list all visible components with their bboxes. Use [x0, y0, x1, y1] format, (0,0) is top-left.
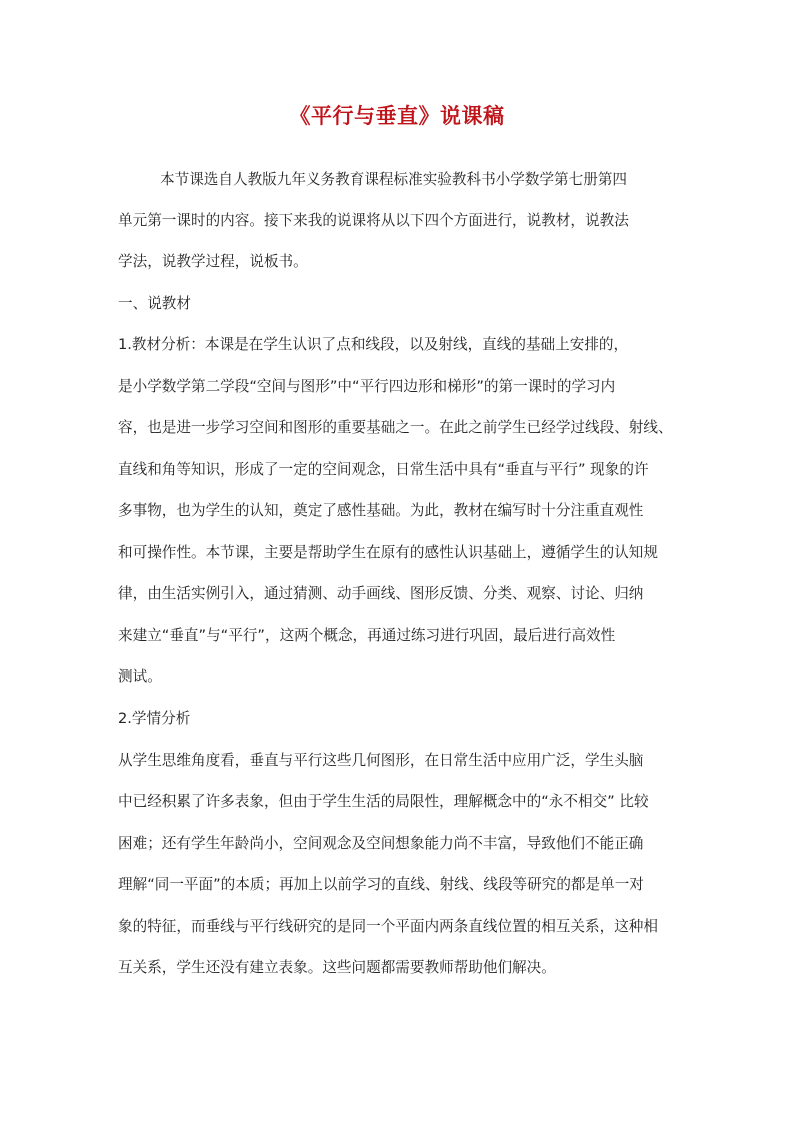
text-line: 互关系，学生还没有建立表象。这些问题都需要教师帮助他们解决。 — [118, 959, 556, 976]
text-line: 是小学数学第二学段“空间与图形”中“平行四边形和梯形”的第一课时的学习内 — [118, 378, 616, 395]
text-line: 测试。 — [118, 668, 162, 685]
text-line: 容，也是进一步学习空间和图形的重要基础之一。在此之前学生已经学过线段、射线、 — [118, 419, 673, 436]
text-line: 从学生思维角度看，垂直与平行这些几何图形，在日常生活中应用广泛，学生头脑 — [118, 752, 644, 769]
text-line: 多事物，也为学生的认知，奠定了感性基础。为此，教材在编写时十分注重直观性 — [118, 502, 644, 519]
text-line: 单元第一课时的内容。接下来我的说课将从以下四个方面进行，说教材，说教法 — [118, 212, 629, 229]
text-line: 和可操作性。本节课，主要是帮助学生在原有的感性认识基础上，遵循学生的认知规 — [118, 544, 658, 561]
document-title: 《平行与垂直》说课稿 — [289, 103, 505, 128]
section-heading: 2.学情分析 — [118, 710, 191, 727]
text-line: 直线和角等知识，形成了一定的空间观念，日常生活中具有“垂直与平行” 现象的许 — [118, 461, 649, 478]
text-line: 律，由生活实例引入，通过猜测、动手画线、图形反馈、分类、观察、讨论、归纳 — [118, 585, 644, 602]
text-line: 来建立“垂直”与“平行”，这两个概念，再通过练习进行巩固，最后进行高效性 — [118, 627, 616, 644]
text-line: 象的特征，而垂线与平行线研究的是同一个平面内两条直线位置的相互关系，这种相 — [118, 918, 658, 935]
text-line: 1.教材分析：本课是在学生认识了点和线段，以及射线，直线的基础上安排的， — [118, 336, 629, 353]
text-line: 理解“同一平面”的本质；再加上以前学习的直线、射线、线段等研究的都是单一对 — [118, 876, 644, 893]
text-line: 困难；还有学生年龄尚小，空间观念及空间想象能力尚不丰富，导致他们不能正确 — [118, 835, 644, 852]
section-heading: 一、说教材 — [118, 295, 191, 312]
text-line: 学法，说教学过程，说板书。 — [118, 253, 308, 270]
text-line: 中已经积累了许多表象，但由于学生生活的局限性，理解概念中的“永不相交” 比较 — [118, 793, 649, 810]
text-line: 本节课选自人教版九年义务教育课程标准实验教科书小学数学第七册第四 — [160, 171, 628, 188]
